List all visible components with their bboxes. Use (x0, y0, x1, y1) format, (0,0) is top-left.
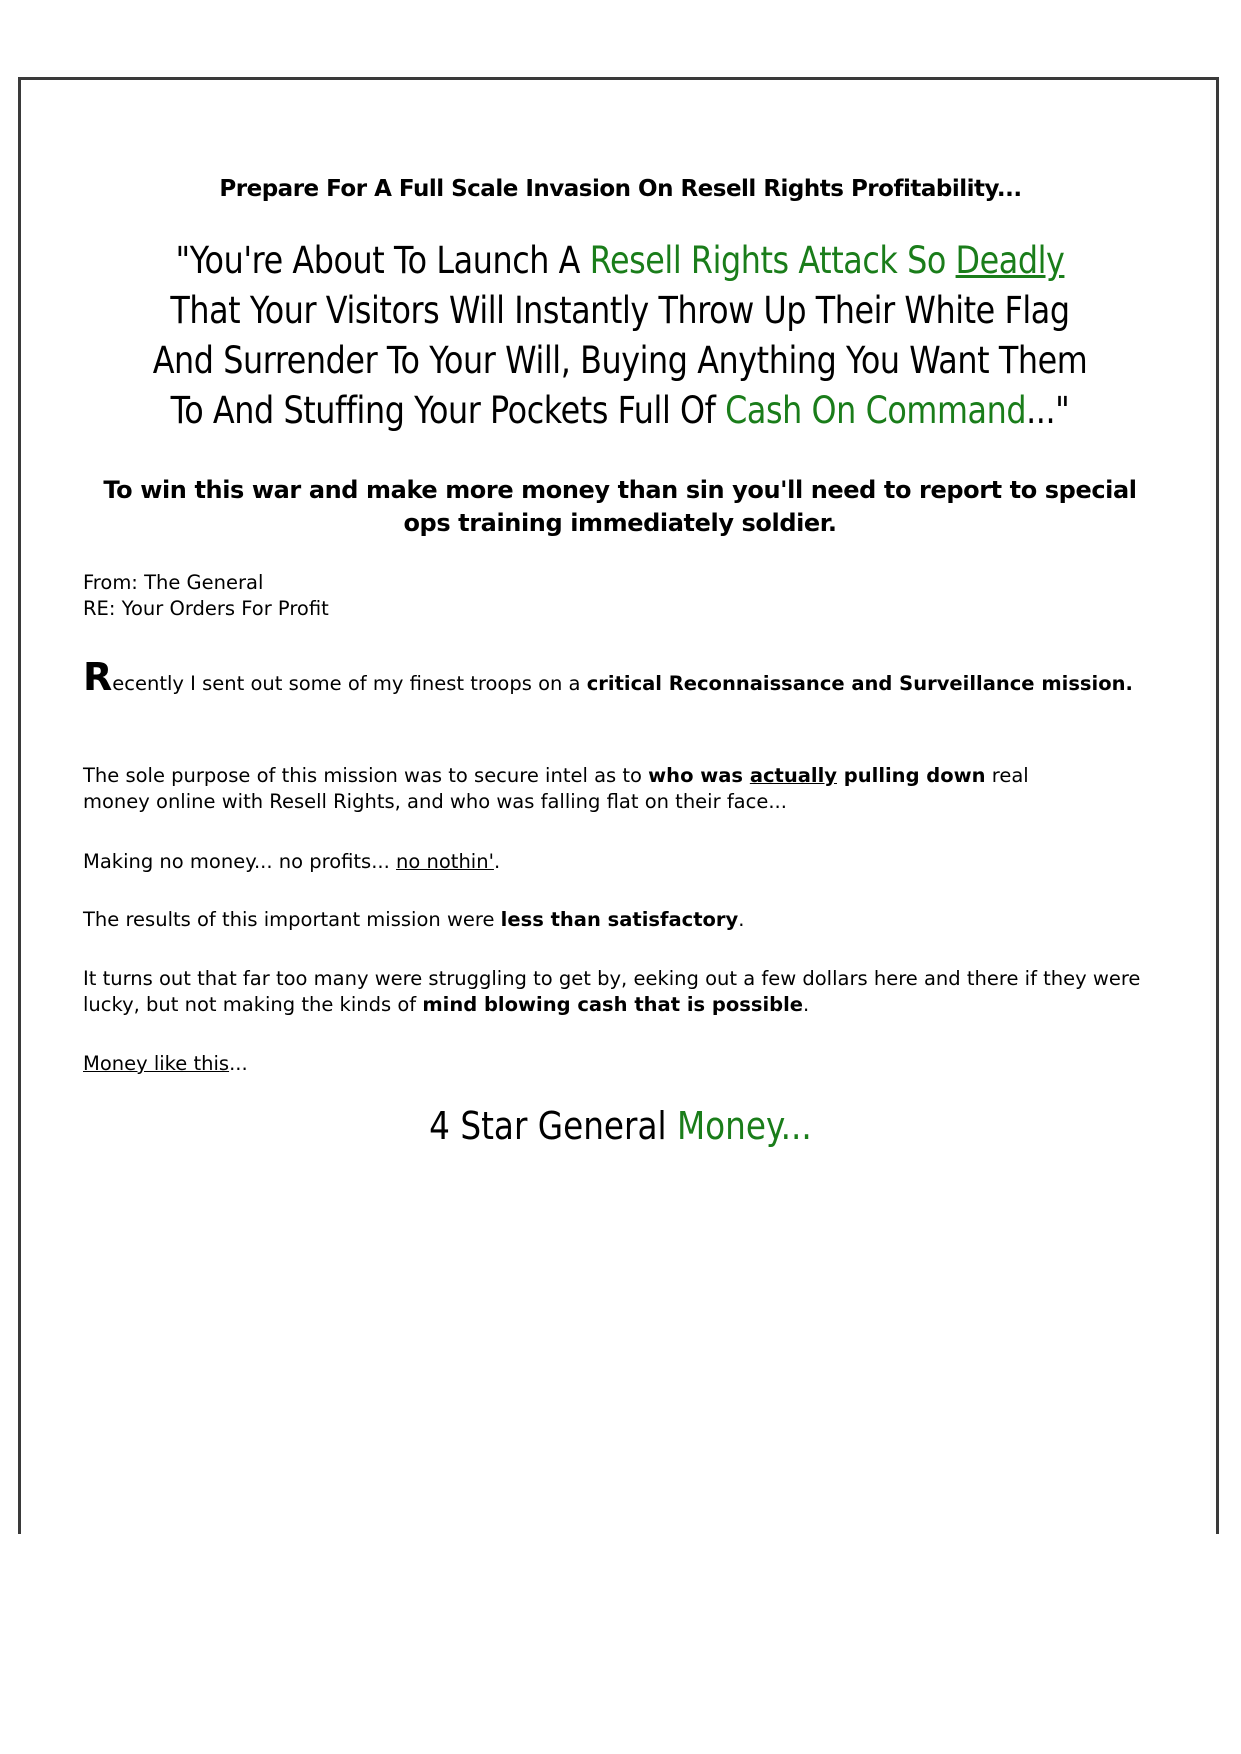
drop-cap: R (83, 655, 113, 699)
p3-text: Making no money... no profits... (83, 850, 397, 873)
pretitle: Prepare For A Full Scale Invasion On Resell Rights Profitability... (219, 176, 1022, 202)
money-heading (87, 1104, 1154, 1148)
p5-bold: mind blowing cash that is possible (422, 993, 804, 1016)
p2-actually: actually (749, 764, 837, 787)
paragraph-5 (83, 966, 1143, 1018)
p5-end: . (803, 993, 810, 1016)
p2-text2: real money online with Resell Rights, and who was falling flat on their face... (83, 764, 1029, 813)
p3-no-nothin: no nothin' (396, 850, 494, 873)
memo-re: RE: Your Orders For Profit (83, 597, 329, 620)
headline-deadly: Deadly (955, 239, 1065, 282)
p6-end: ... (229, 1052, 248, 1075)
p4-end: . (738, 908, 745, 931)
p6-money-like-this: Money like this (83, 1052, 230, 1075)
headline-part3: ..." (1026, 389, 1070, 432)
p5-text: It turns out that far too many were struggling to get by, eeking out a few dollars here and there if they were lucky, but not making the kinds of (83, 967, 1141, 1016)
p4-bold: less than satisfactory (500, 908, 739, 931)
p2-bold1: who was (648, 764, 750, 787)
p1-bold: critical Reconnaissance and Surveillance mission. (586, 672, 1133, 695)
subheadline: To win this war and make more money than sin you'll need to report to special ops training immediately soldier. (103, 476, 1137, 537)
paragraph-3 (83, 849, 1143, 875)
p3-end: . (493, 850, 501, 873)
paragraph-6 (83, 1051, 1143, 1077)
p2-bold2: pulling down (837, 764, 986, 787)
paragraph-4 (83, 907, 1143, 933)
money-heading-black: 4 Star General (429, 1104, 677, 1148)
headline (138, 236, 1101, 436)
memo-from: From: The General (83, 571, 264, 594)
p2-text1: The sole purpose of this mission was to secure intel as to (83, 764, 649, 787)
paragraph-2 (83, 763, 1043, 815)
headline-cash-on-command: Cash On Command (725, 389, 1027, 432)
memo-block (83, 570, 1143, 622)
headline-part1: "You're About To Launch A (175, 239, 590, 282)
money-heading-green: Money... (676, 1104, 812, 1148)
p4-text: The results of this important mission were (83, 908, 501, 931)
headline-part2: That Your Visitors Will Instantly Throw Up Their White Flag And Surrender To Your Will, Buying Anything You Want Them To And Stuffing Your Pockets Full Of (152, 289, 1088, 432)
headline-green1: Resell Rights Attack So (589, 239, 956, 282)
p1-text: ecently I sent out some of my finest troops on a (112, 672, 587, 695)
paragraph-1 (83, 655, 1143, 700)
